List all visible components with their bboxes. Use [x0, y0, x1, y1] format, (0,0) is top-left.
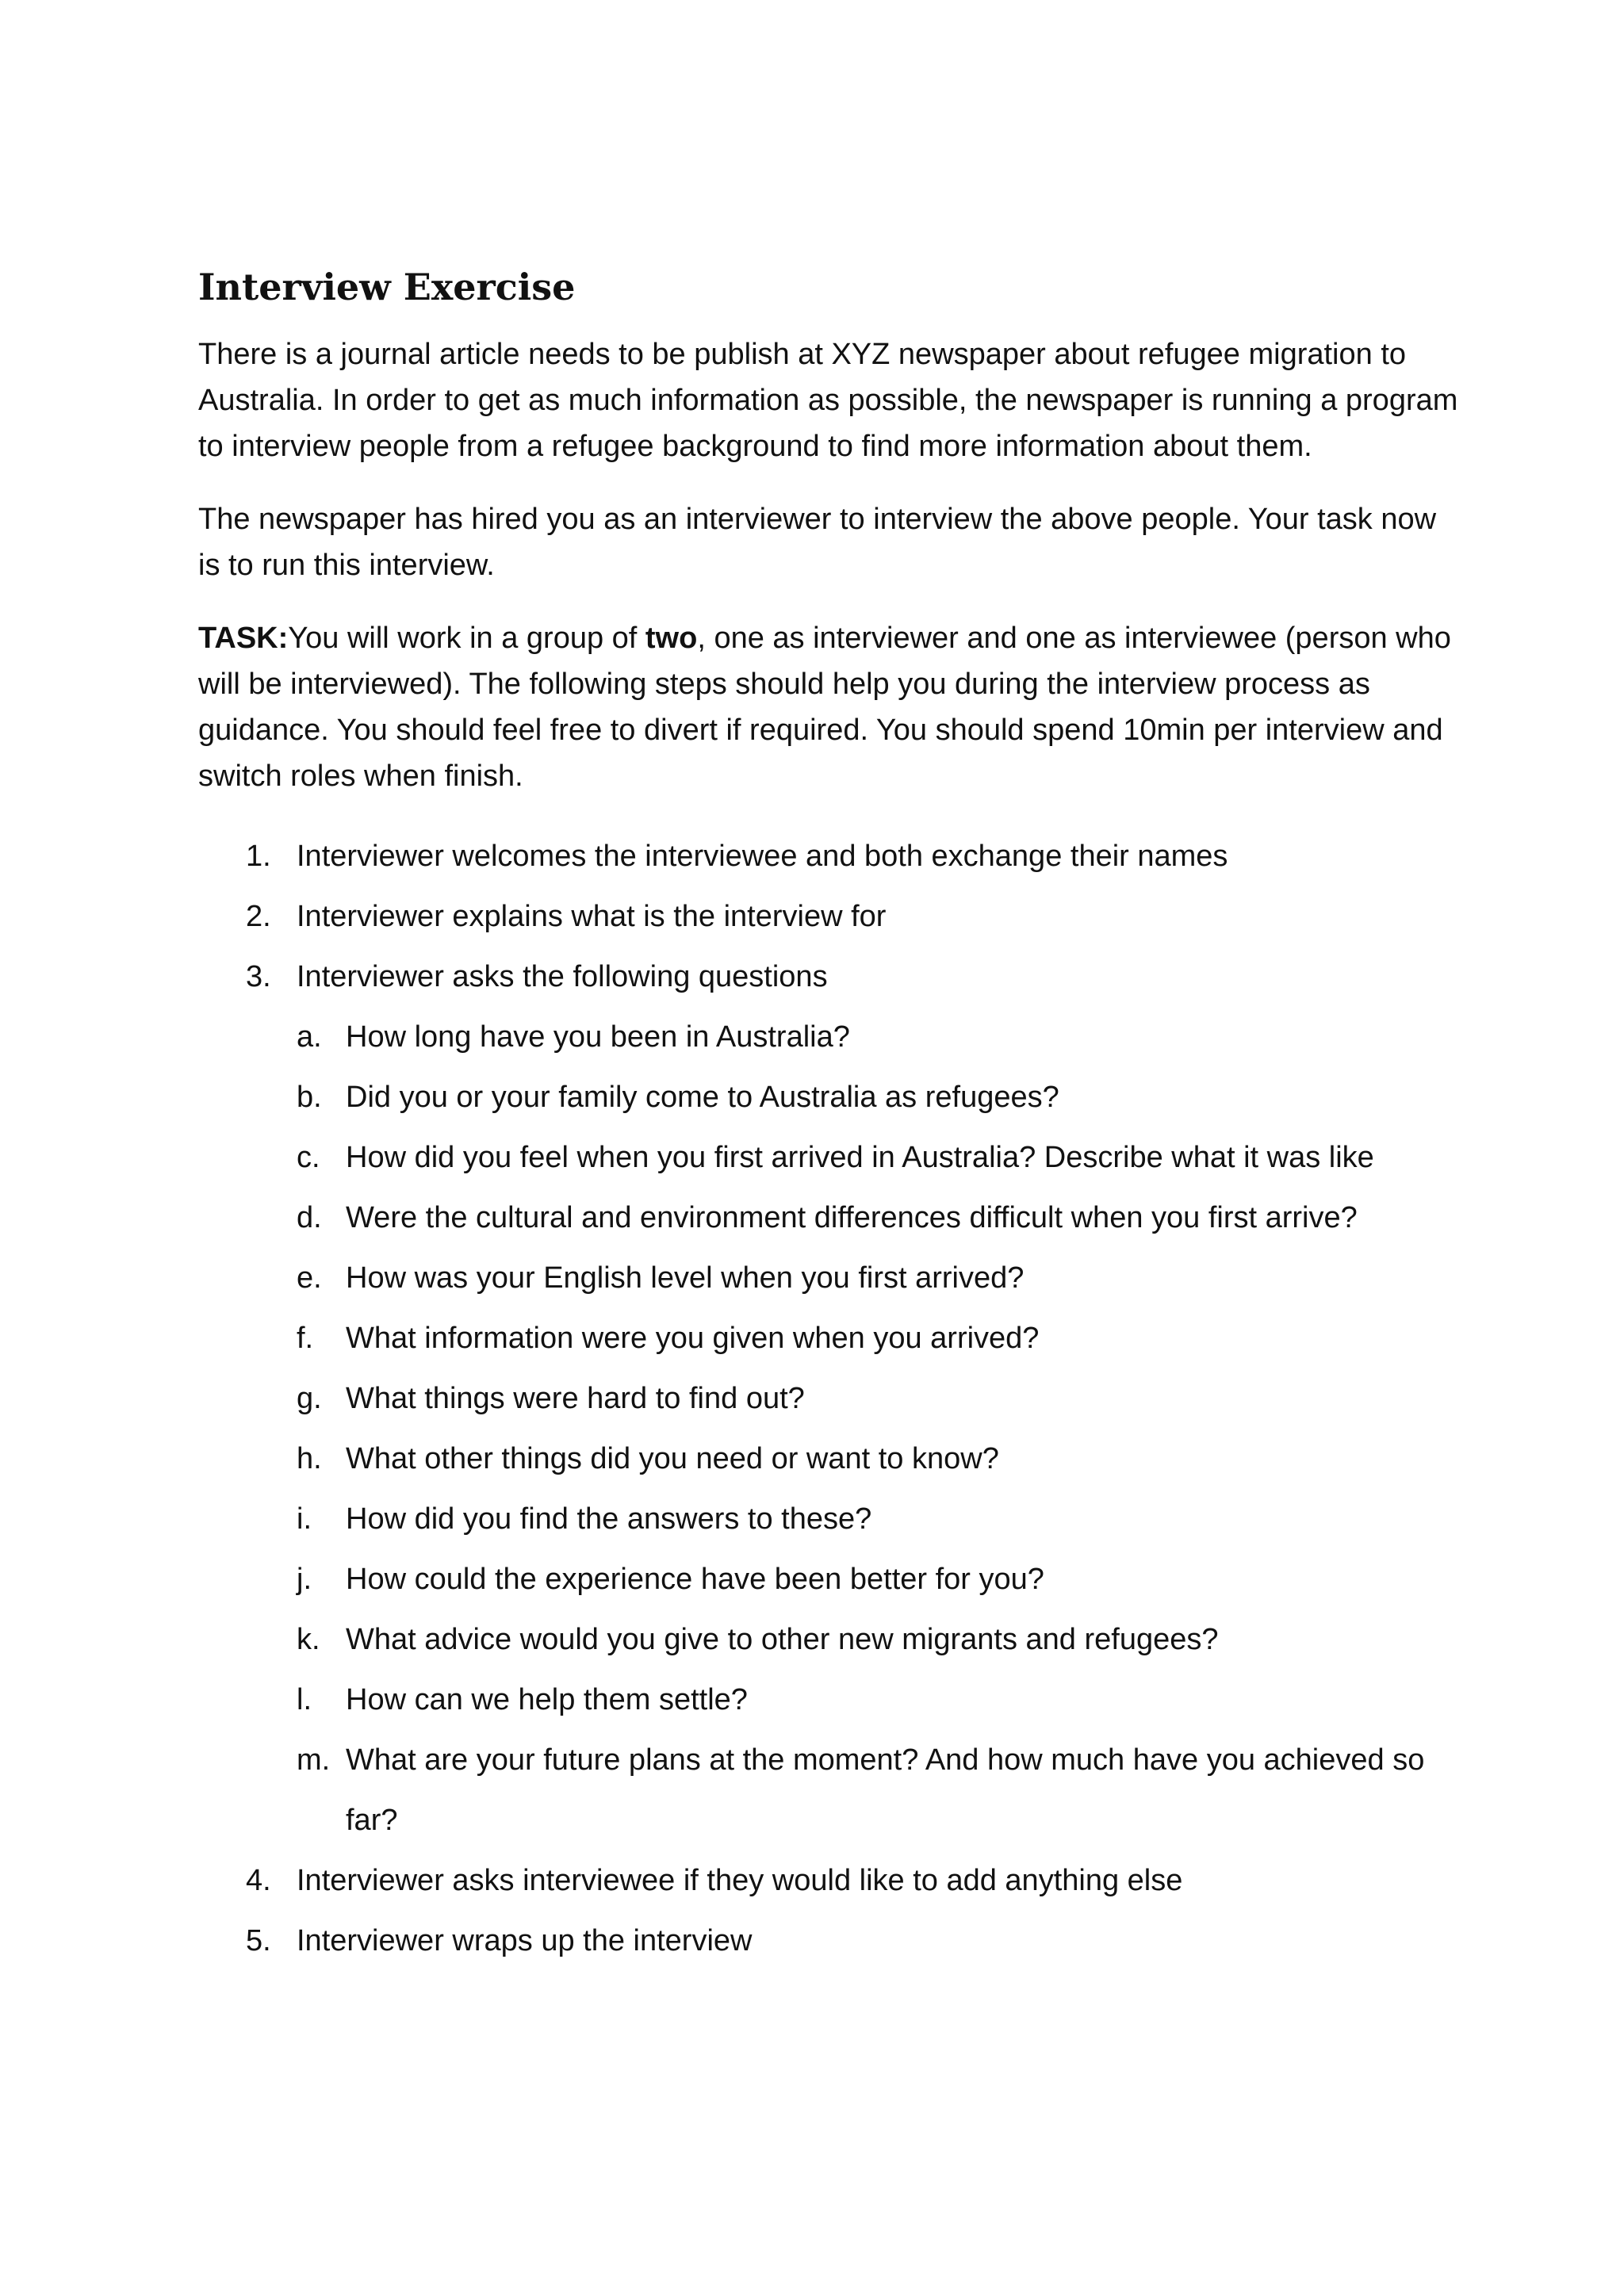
question-text: How did you feel when you first arrived in Australia? Describe what it was like: [346, 1141, 1374, 1174]
question-text: What are your future plans at the moment? And how much have you achieved so far?: [346, 1743, 1425, 1837]
question-item: [198, 1368, 1459, 1429]
question-label: j.: [297, 1563, 312, 1596]
step-number: 3.: [246, 960, 271, 993]
question-text: What things were hard to find out?: [346, 1382, 805, 1415]
step-text: Interviewer asks the following questions: [297, 960, 828, 993]
task-paragraph: [198, 615, 1459, 799]
question-label: k.: [297, 1623, 320, 1656]
question-item: [198, 1067, 1459, 1127]
question-label: a.: [297, 1020, 322, 1054]
step-item: [198, 826, 1459, 886]
question-text: How was your English level when you first arrived?: [346, 1261, 1025, 1295]
step-item: [198, 886, 1459, 947]
task-context-paragraph: The newspaper has hired you as an interviewer to interview the above people. Your task now is to run this interview.: [198, 503, 1437, 582]
question-text: How could the experience have been better for you?: [346, 1563, 1044, 1596]
question-item: [198, 1248, 1459, 1308]
question-item: [198, 1127, 1459, 1188]
step-number: 1.: [246, 840, 271, 873]
question-label: m.: [297, 1743, 331, 1777]
step-text: Interviewer asks interviewee if they would like to add anything else: [297, 1864, 1183, 1897]
task-text-end: , one as interviewer and one as interviewee (person who will be interviewed). The following steps should help you during the interview process as guidance. You should feel free to divert if required. You should spend 10min per interview and switch roles when finish.: [198, 622, 1451, 793]
document-content: [198, 252, 1459, 1971]
task-bold-word: two: [645, 622, 698, 655]
step-text: Interviewer welcomes the interviewee and both exchange their names: [297, 840, 1228, 873]
question-label: d.: [297, 1201, 322, 1234]
question-label: f.: [297, 1322, 314, 1355]
question-item: [198, 1429, 1459, 1489]
step-item: [198, 947, 1459, 1850]
question-label: c.: [297, 1141, 320, 1174]
question-label: h.: [297, 1442, 322, 1475]
step-number: 5.: [246, 1924, 271, 1957]
question-item: [198, 1609, 1459, 1670]
question-text: What advice would you give to other new migrants and refugees?: [346, 1623, 1219, 1656]
question-text: Were the cultural and environment differences difficult when you first arrive?: [346, 1201, 1358, 1234]
question-text: What information were you given when you arrived?: [346, 1322, 1040, 1355]
intro-paragraph: There is a journal article needs to be publish at XYZ newspaper about refugee migration to Australia. In order to get as much information as possible, the newspaper is running a program to interview people from a refugee background to find more information about them.: [198, 338, 1458, 463]
question-label: g.: [297, 1382, 322, 1415]
task-text-start: You will work in a group of: [288, 622, 645, 655]
question-text: Did you or your family come to Australia as refugees?: [346, 1081, 1059, 1114]
step-number: 4.: [246, 1864, 271, 1897]
step-text: Interviewer wraps up the interview: [297, 1924, 753, 1957]
question-label: e.: [297, 1261, 322, 1295]
question-item: [198, 1549, 1459, 1609]
question-label: b.: [297, 1081, 322, 1114]
question-text: How did you find the answers to these?: [346, 1502, 872, 1536]
question-text: What other things did you need or want to know?: [346, 1442, 999, 1475]
steps-list: [198, 826, 1459, 1971]
question-item: [198, 1007, 1459, 1067]
step-number: 2.: [246, 900, 271, 933]
step-item: [198, 1850, 1459, 1911]
question-label: i.: [297, 1502, 312, 1536]
question-item: [198, 1308, 1459, 1368]
question-item: [198, 1670, 1459, 1730]
question-text: How can we help them settle?: [346, 1683, 748, 1716]
step-text: Interviewer explains what is the interview for: [297, 900, 887, 933]
question-item: [198, 1730, 1459, 1850]
task-label: TASK:: [198, 622, 289, 655]
document-title: Interview Exercise: [198, 266, 576, 308]
question-text: How long have you been in Australia?: [346, 1020, 850, 1054]
step-item: [198, 1911, 1459, 1971]
questions-list: [297, 1007, 1459, 1850]
question-item: [198, 1489, 1459, 1549]
question-label: l.: [297, 1683, 312, 1716]
question-item: [198, 1188, 1459, 1248]
